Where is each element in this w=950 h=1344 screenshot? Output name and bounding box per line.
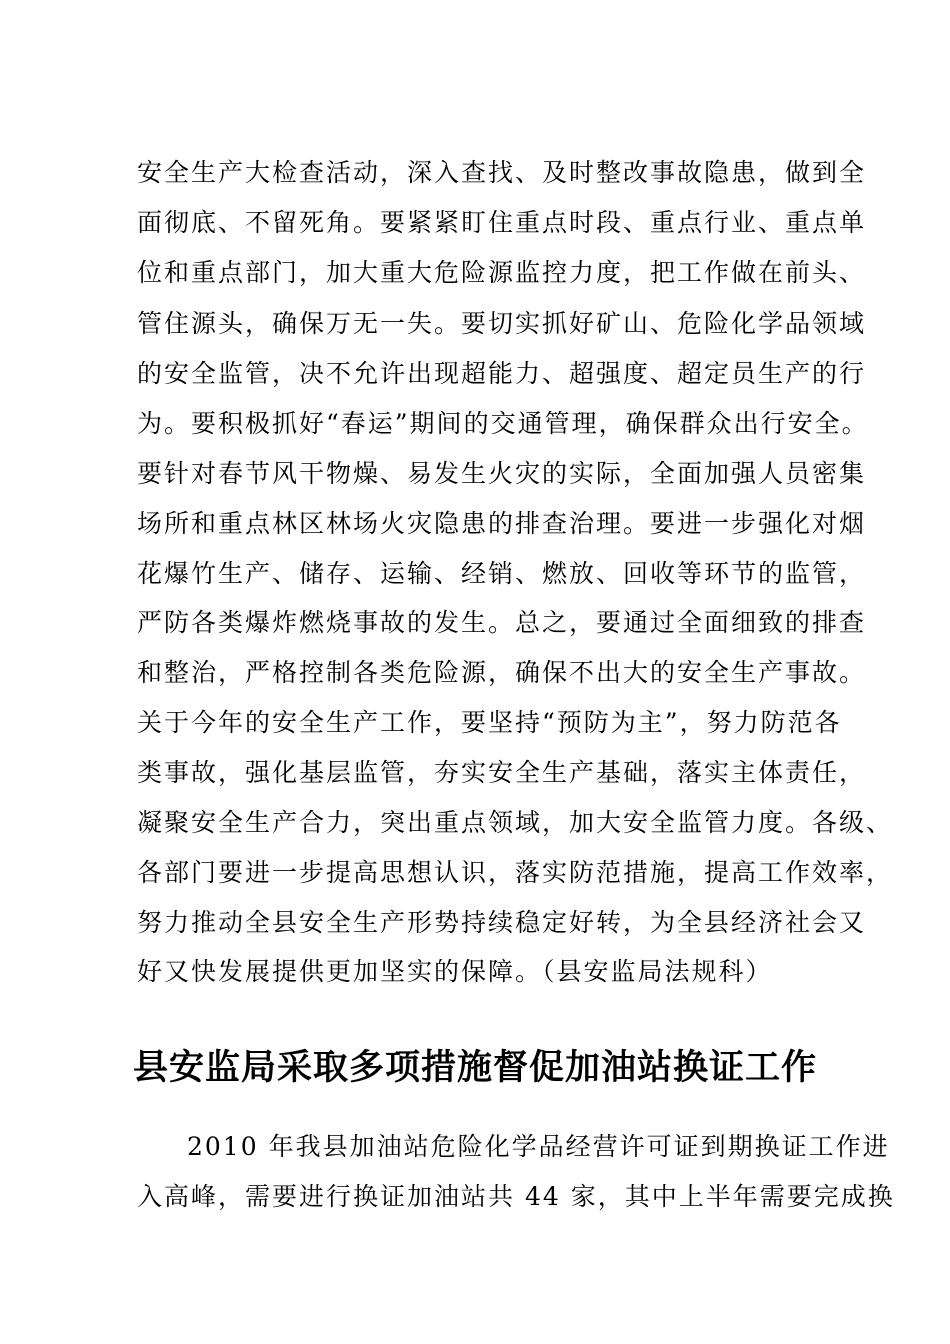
- body-text-line: 要针对春节风干物燥、易发生火灾的实际，全面加强人员密集: [137, 459, 867, 488]
- body-text-line: 凝聚安全生产合力，突出重点领域，加大安全监管力度。各级、: [137, 808, 894, 837]
- body-text-line: 为。要积极抓好“春运”期间的交通管理，确保群众出行安全。: [137, 409, 869, 438]
- body-text-line: 好又快发展提供更加坚实的保障。（县安监局法规科）: [137, 957, 773, 986]
- body-text-line: 和整治，严格控制各类危险源，确保不出大的安全生产事故。: [137, 658, 867, 687]
- body-text-line: 关于今年的安全生产工作，要坚持“预防为主”，努力防范各: [137, 708, 842, 737]
- body-text-line: 场所和重点林区林场火灾隐患的排查治理。要进一步强化对烟: [137, 509, 867, 538]
- body-text-line: 努力推动全县安全生产形势持续稳定好转，为全县经济社会又: [137, 908, 867, 937]
- body-text-line: 安全生产大检查活动，深入查找、及时整改事故隐患，做到全: [137, 158, 867, 187]
- body-text-line: 2010 年我县加油站危险化学品经营许可证到期换证工作进: [187, 1132, 890, 1161]
- body-text-line: 类事故，强化基层监管，夯实安全生产基础，落实主体责任，: [137, 758, 867, 787]
- body-text-line: 各部门要进一步提高思想认识，落实防范措施，提高工作效率，: [137, 858, 894, 887]
- body-text-line: 面彻底、不留死角。要紧紧盯住重点时段、重点行业、重点单: [137, 208, 867, 237]
- body-text-line: 的安全监管，决不允许出现超能力、超强度、超定员生产的行: [137, 359, 867, 388]
- body-text-line: 位和重点部门，加大重大危险源监控力度，把工作做在前头、: [137, 258, 867, 287]
- body-text-line: 入高峰，需要进行换证加油站共 44 家，其中上半年需要完成换: [137, 1182, 895, 1211]
- body-text-line: 管住源头，确保万无一失。要切实抓好矿山、危险化学品领域: [137, 309, 867, 338]
- body-text-line: 花爆竹生产、储存、运输、经销、燃放、回收等环节的监管，: [137, 559, 867, 588]
- body-text-line: 严防各类爆炸燃烧事故的发生。总之，要通过全面细致的排查: [137, 608, 867, 637]
- article-heading: 县安监局采取多项措施督促加油站换证工作: [132, 1047, 817, 1088]
